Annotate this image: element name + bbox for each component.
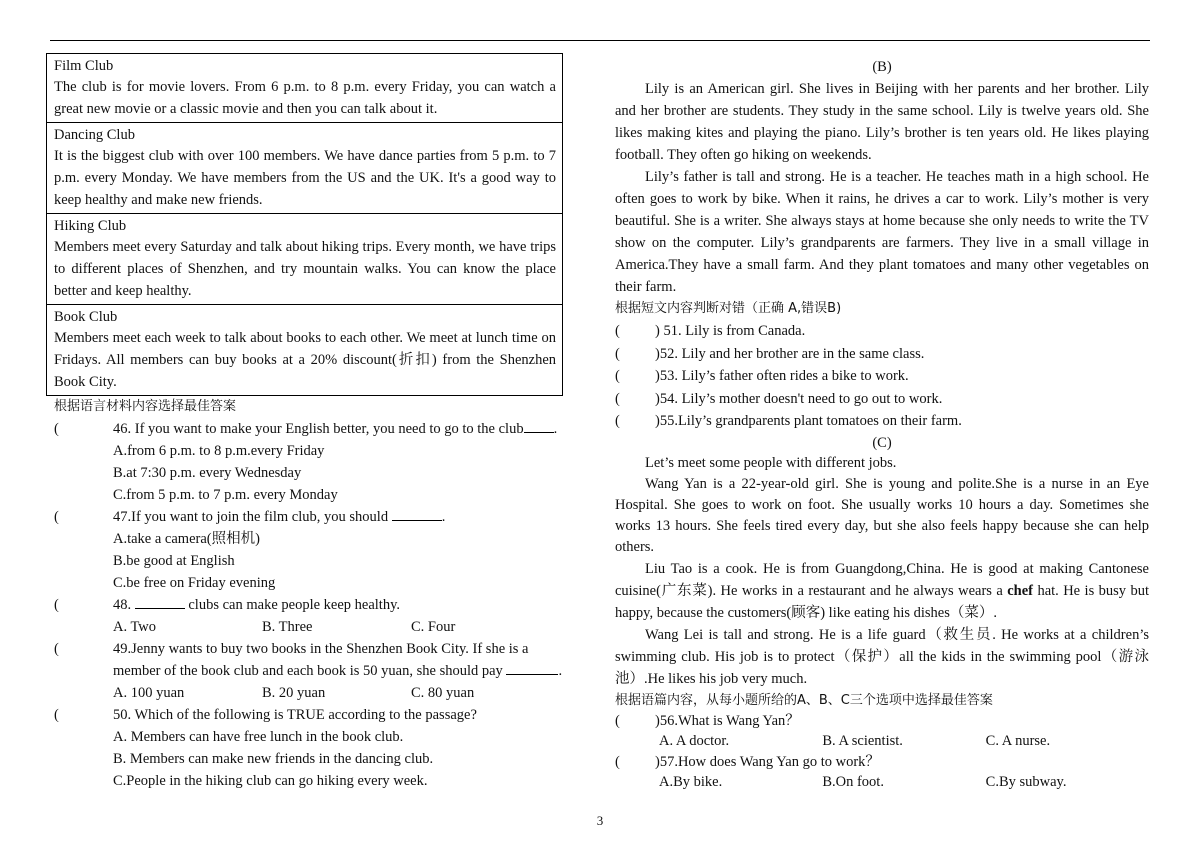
answer-bracket: (: [54, 509, 59, 525]
answer-bracket: (: [615, 345, 620, 362]
question-54: [615, 388, 1149, 411]
club-description: Members meet each week to talk about books to each other. We meet at lunch time on Fridays. All members can buy books at a 20% discount(折扣) from the Shenzhen Book City.: [54, 330, 556, 390]
options-row: [615, 772, 1149, 793]
answer-bracket: (: [615, 390, 620, 407]
option: B. Three: [262, 619, 313, 635]
option: B.be good at English: [113, 553, 235, 569]
club-table: [46, 53, 563, 396]
club-description: Members meet every Saturday and talk about hiking trips. Every month, we have trips to different places of Shenzhen, and try mountain walks. You can know the place better and keep healthy.: [54, 239, 556, 299]
passage-b-paragraph-2: Lily’s father is tall and strong. He is a teacher. He teaches math in a high school. He often goes to work by bike. When it rains, he drives a car to work. Lily’s mother is very beautiful. She is a writer. She always stays at home because she only needs to write the TV show on the computer. Lily’s grandparents are farmers. They live in a small village in America.They have a small farm. And they plant tomatoes and many other vegetables on their farm.: [615, 169, 1149, 295]
question-56: [615, 711, 1149, 731]
answer-blank: [135, 596, 185, 609]
answer-bracket: (: [615, 753, 620, 770]
passage-c-paragraph-2: [615, 558, 1149, 624]
passage-c-paragraph-3: Wang Lei is tall and strong. He is a life guard（救生员. He works at a children’s swimming club. His job is to protect（保护）all the kids in the swimming pool（游泳池）.He likes his job very much.: [615, 626, 1149, 687]
club-name: Dancing Club: [54, 127, 135, 143]
club-film: [47, 54, 562, 123]
question-end: .: [441, 509, 446, 525]
club-dancing: [47, 123, 562, 214]
question-57: [615, 752, 1149, 772]
option: B. Members can make new friends in the dancing club.: [113, 751, 434, 767]
question-47: [46, 506, 563, 528]
answer-blank: [506, 662, 558, 675]
option: A. Two: [113, 619, 157, 635]
question-text: )57.How does Wang Yan go to work？: [655, 753, 880, 770]
club-description: The club is for movie lovers. From 6 p.m. to 8 p.m. every Friday, you can watch a great new movie or a classic movie and then you can talk about it.: [54, 79, 556, 117]
question-55: [615, 410, 1149, 433]
option: A. A doctor.: [659, 732, 730, 749]
answer-bracket: (: [54, 597, 59, 613]
question-52: [615, 343, 1149, 366]
question-text: )52. Lily and her brother are in the same class.: [655, 345, 925, 362]
section-b-title: (B): [872, 59, 892, 75]
passage-c-paragraph-1: Wang Yan is a 22-year-old girl. She is young and polite.She is a nurse in an Eye Hospital. She goes to work on foot. She usually works 10 hours a day. Sometimes she works 13 hours. She feels tired every day, but she also feels happy because she can help others.: [615, 475, 1149, 555]
answer-blank: [524, 420, 554, 433]
option: C. Four: [411, 619, 456, 635]
answer-bracket: (: [54, 641, 59, 657]
section-a-instruction: 根据语言材料内容选择最佳答案: [54, 399, 237, 414]
option: A.By bike.: [659, 773, 723, 790]
question-text: 49.Jenny wants to buy two books in the Shenzhen Book City. If she is a member of the book club and each book is 50 yuan, she should pay: [113, 641, 529, 679]
club-description: It is the biggest club with over 100 members. We have dance parties from 5 p.m. to 7 p.m. every Monday. We have members from the US and the UK. It's a good way to keep healthy and make new friends.: [54, 148, 556, 208]
option: C.By subway.: [985, 773, 1067, 790]
question-text: )56.What is Wang Yan？: [655, 712, 800, 729]
question-text: 46. If you want to make your English better, you need to go to the club: [113, 421, 524, 437]
answer-bracket: (: [615, 712, 620, 729]
question-text: )54. Lily’s mother doesn't need to go out to work.: [655, 390, 943, 407]
question-51: [615, 320, 1149, 343]
option: A.from 6 p.m. to 8 p.m.every Friday: [113, 443, 325, 459]
paragraph-text: Liu Tao is a cook. He is from Guangdong,China. He is good at making Cantonese cuisine(广东菜). He works in a restaurant and he always wears a: [615, 560, 1149, 599]
passage-c-intro: Let’s meet some people with different jobs.: [645, 454, 897, 471]
option: B. A scientist.: [822, 732, 903, 749]
option: A. Members can have free lunch in the book club.: [113, 729, 404, 745]
question-48: [46, 594, 563, 616]
option: C. 80 yuan: [411, 685, 475, 701]
question-end: .: [553, 421, 558, 437]
question-text: 47.If you want to join the film club, you should: [113, 509, 389, 525]
question-text: )53. Lily’s father often rides a bike to work.: [655, 368, 909, 384]
answer-blank: [392, 508, 442, 521]
club-name: Book Club: [54, 309, 118, 325]
section-c-title: (C): [872, 434, 892, 451]
question-46: [46, 418, 563, 440]
option: B.at 7:30 p.m. every Wednesday: [113, 465, 302, 481]
option: C.from 5 p.m. to 7 p.m. every Monday: [113, 487, 338, 503]
answer-bracket: (: [54, 421, 59, 437]
option: B. 20 yuan: [262, 685, 326, 701]
question-text: )55.Lily’s grandparents plant tomatoes on their farm.: [655, 413, 962, 429]
paragraph-text: hat. He is busy but happy, because the customers(顾客) like eating his dishes（菜）.: [615, 582, 1150, 621]
right-column: [615, 56, 1149, 793]
club-book: [47, 305, 562, 395]
answer-bracket: (: [615, 368, 620, 384]
options-row: [46, 616, 563, 638]
question-number: 48.: [113, 597, 132, 613]
option: B.On foot.: [822, 773, 884, 790]
question-text: ) 51. Lily is from Canada.: [655, 323, 806, 339]
club-name: Hiking Club: [54, 218, 127, 234]
bold-word: chef: [1007, 582, 1033, 599]
section-b-instruction: 根据短文内容判断对错（正确 A,错误B): [615, 301, 842, 316]
option: C.be free on Friday evening: [113, 575, 276, 591]
header-rule: [50, 40, 1150, 41]
club-name: Film Club: [54, 58, 114, 74]
option: C. A nurse.: [985, 732, 1051, 749]
answer-bracket: (: [615, 323, 620, 339]
answer-bracket: (: [54, 707, 59, 723]
options-row: [46, 682, 563, 704]
question-end: .: [558, 663, 563, 679]
question-text: clubs can make people keep healthy.: [188, 597, 401, 613]
option: A. 100 yuan: [113, 685, 185, 701]
question-text: 50. Which of the following is TRUE according to the passage?: [113, 707, 477, 723]
question-53: [615, 365, 1149, 388]
left-column: [46, 53, 563, 792]
question-50: [46, 704, 563, 726]
answer-bracket: (: [615, 413, 620, 429]
options-row: [615, 731, 1149, 752]
option: A.take a camera(照相机): [113, 531, 260, 547]
club-hiking: [47, 214, 562, 305]
passage-b-paragraph-1: Lily is an American girl. She lives in Beijing with her parents and her brother. Lily and her brother are students. They study in the same school. Lily is twelve years old. She likes making kites and playing the piano. Lily’s brother is ten years old. He likes playing football. They often go hiking on weekends.: [615, 81, 1149, 163]
question-49: [46, 638, 563, 682]
page-number: 3: [596, 813, 604, 828]
section-c-instruction: 根据语篇内容，从每小题所给的A、B、C三个选项中选择最佳答案: [615, 692, 993, 708]
option: C.People in the hiking club can go hiking every week.: [113, 773, 428, 789]
